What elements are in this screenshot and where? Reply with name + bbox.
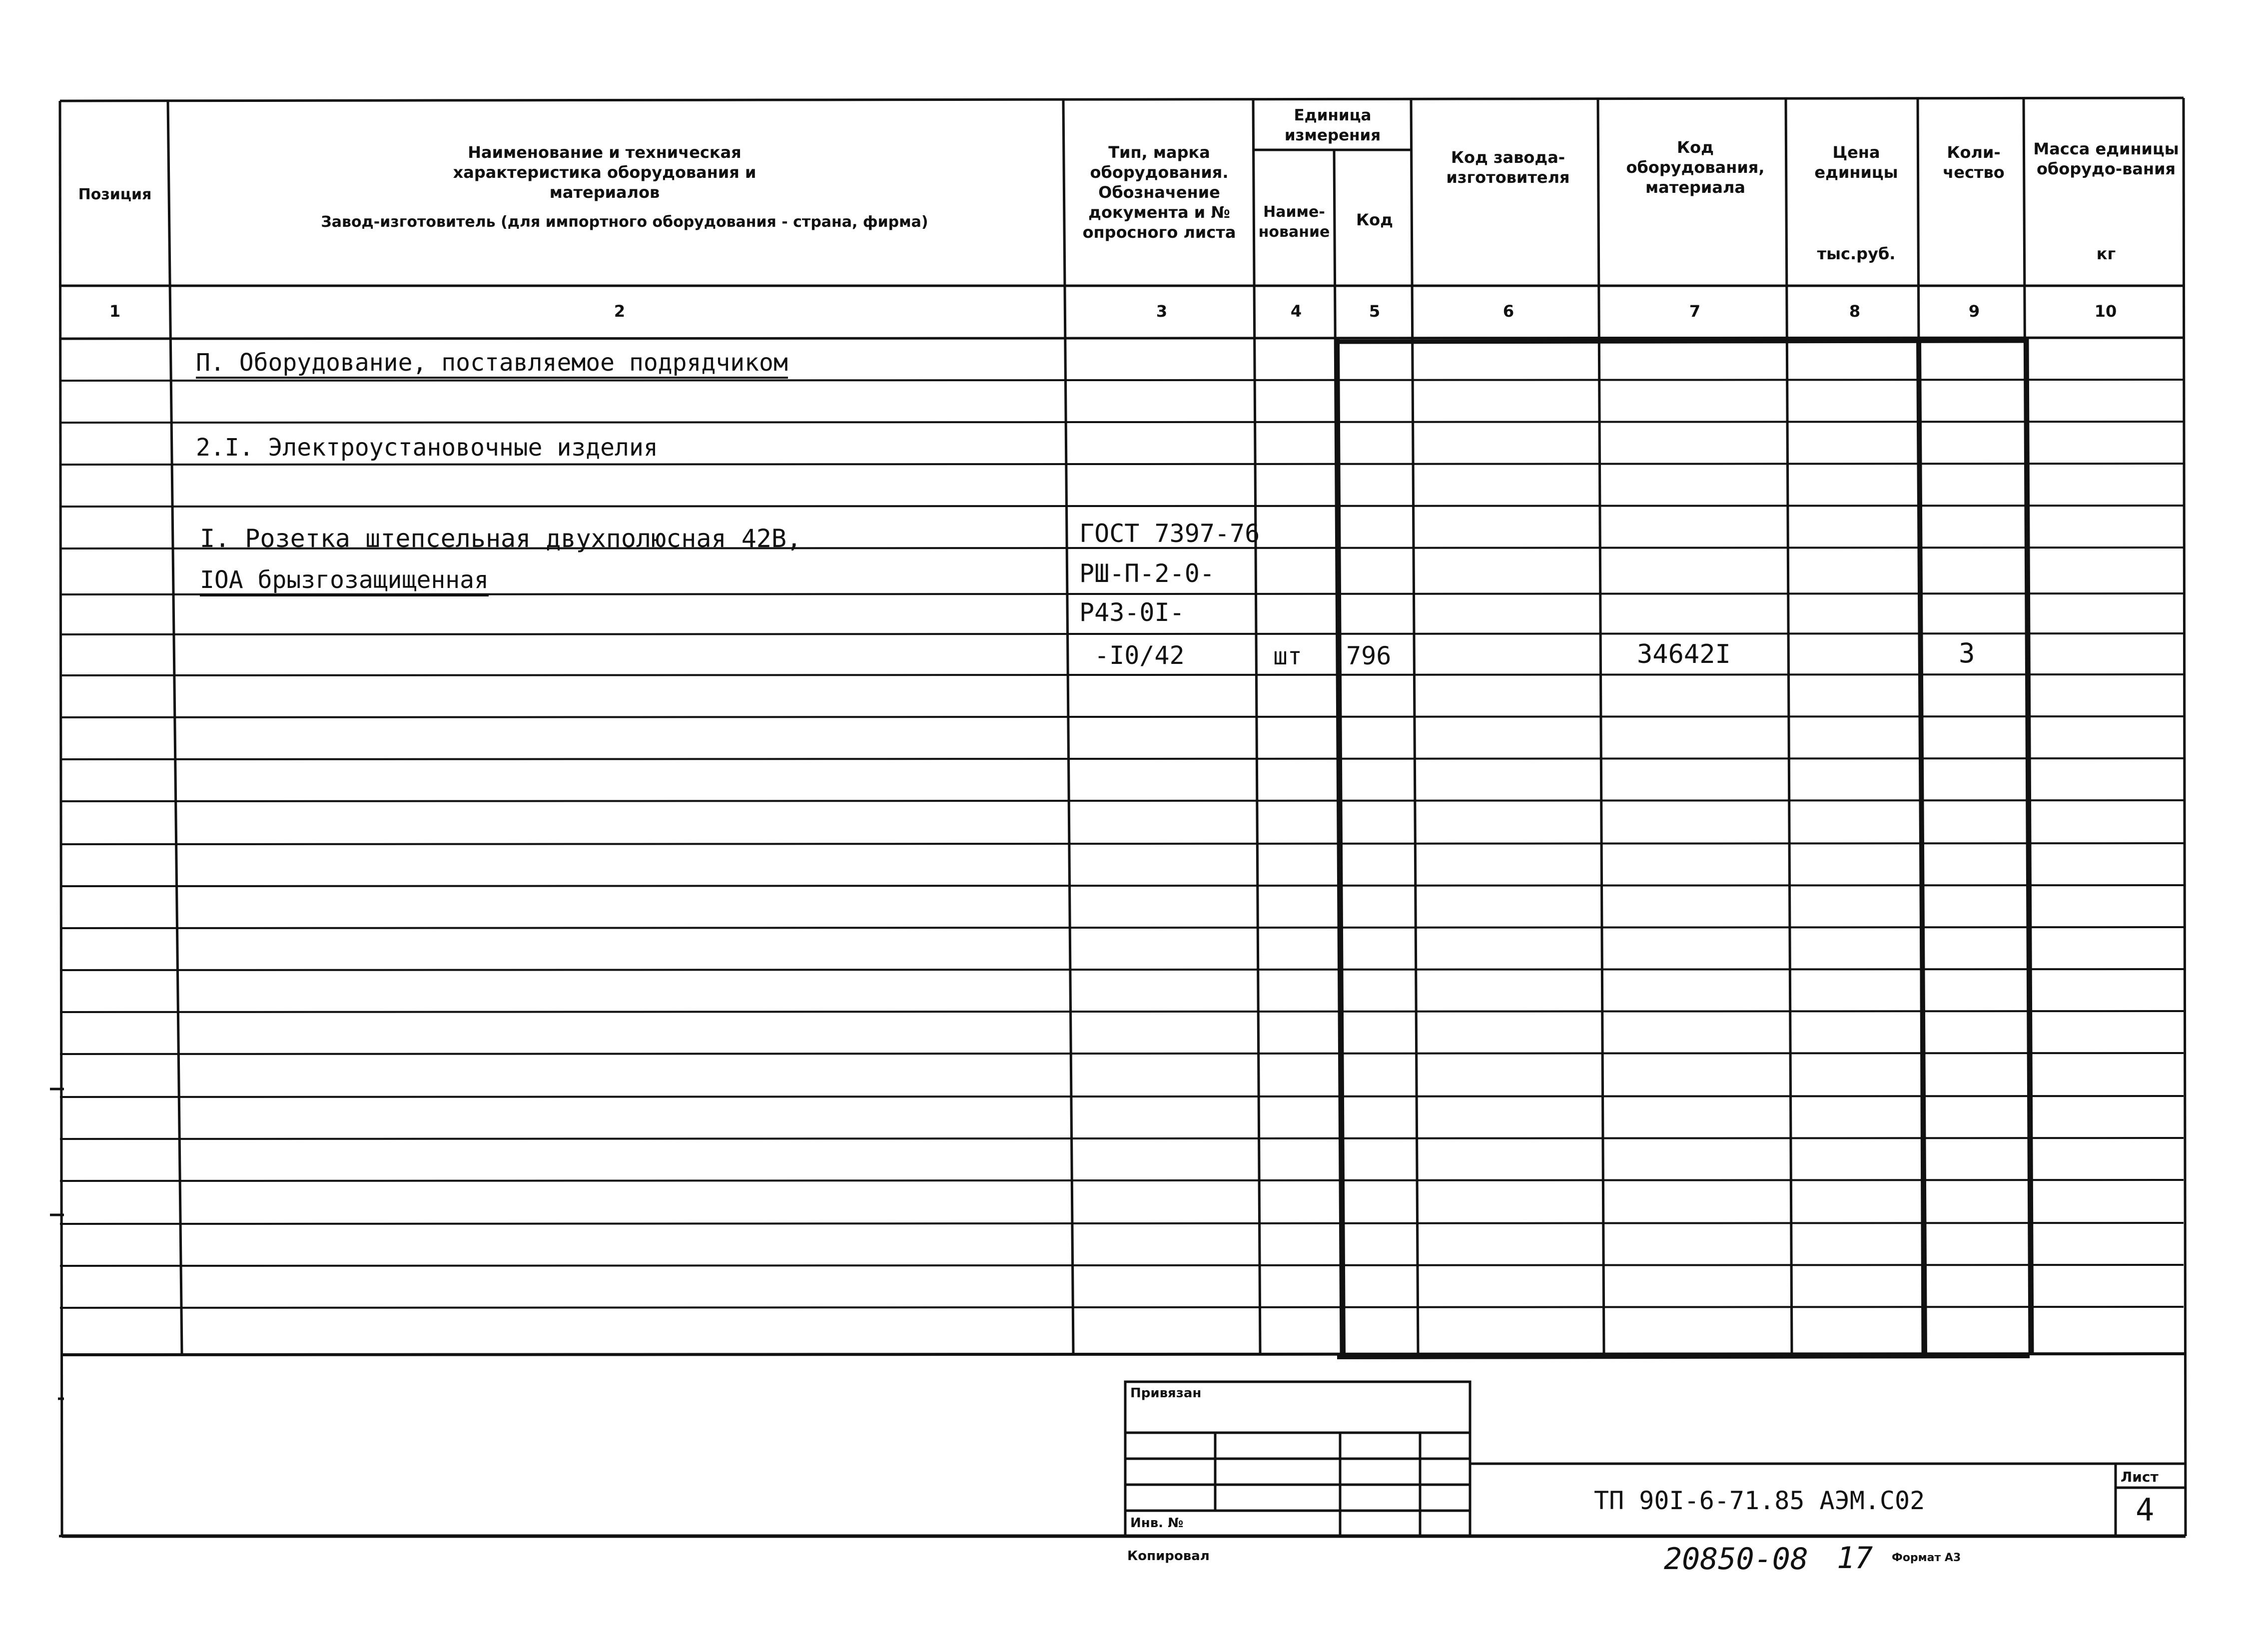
item-name-line2: IOA брызгозащищенная <box>200 565 489 596</box>
colnum-8: 8 <box>1849 302 1861 321</box>
format-label: Формат А3 <box>1892 1552 1961 1564</box>
item-name-line1: I. Розетка штепсельная двухполюсная 42В, <box>200 524 802 553</box>
header-type: Тип, марка оборудования. Обозначение документа и № опросного листа <box>1082 143 1236 242</box>
colnum-4: 4 <box>1290 302 1302 321</box>
header-quantity: Коли-чество <box>1943 143 2005 182</box>
header-name-title: Наименование и техническая характеристика оборудования и материалов <box>453 143 756 202</box>
header-unit-code: Код <box>1356 210 1393 229</box>
unit-name-cell: шт <box>1273 642 1302 670</box>
type-line-1: ГОСТ 7397-76 <box>1079 519 1260 548</box>
header-name-subtitle: Завод-изготовитель (для импортного оборудования - страна, фирма) <box>321 213 928 231</box>
document-code: ТП 90I-6-71.85 АЭМ.С02 <box>1594 1486 1925 1515</box>
subsection-heading: 2.I. Электроустановочные изделия <box>196 434 658 462</box>
colnum-9: 9 <box>1968 302 1980 321</box>
stamp-privyazan: Привязан <box>1130 1386 1202 1401</box>
archive-number: 20850-08 <box>1664 1542 1808 1577</box>
equipment-code-cell: 34642I <box>1637 639 1731 669</box>
header-mass: Масса единицы оборудо-вания <box>2033 139 2179 178</box>
header-position: Позиция <box>78 186 152 203</box>
stamp-kopiroval: Копировал <box>1127 1549 1210 1564</box>
header-price: Цена единицы <box>1814 143 1898 182</box>
header-equipment-code: Код оборудования, материала <box>1626 138 1765 197</box>
section-heading: П. Оборудование, поставляемое подрядчиком <box>196 349 788 379</box>
colnum-1: 1 <box>109 302 121 321</box>
header-unit-name: Наиме-нование <box>1258 203 1330 241</box>
type-line-4: -I0/42 <box>1094 641 1185 670</box>
colnum-2: 2 <box>614 302 626 321</box>
colnum-3: 3 <box>1156 302 1168 321</box>
header-mass-unit: кг <box>2096 244 2116 263</box>
type-line-2: РШ-П-2-0- <box>1079 559 1215 588</box>
colnum-6: 6 <box>1502 302 1514 321</box>
sheet-label: Лист <box>2121 1469 2159 1485</box>
archive-sub-number: 17 <box>1837 1541 1873 1576</box>
type-line-3: Р43-0I- <box>1079 598 1185 627</box>
header-unit-group: Единица измерения <box>1284 106 1381 144</box>
colnum-5: 5 <box>1369 302 1381 321</box>
header-factory-code: Код завода-изготовителя <box>1446 148 1570 187</box>
colnum-10: 10 <box>2094 302 2117 321</box>
unit-code-cell: 796 <box>1346 641 1392 670</box>
header-price-unit: тыс.руб. <box>1817 244 1896 263</box>
quantity-cell: 3 <box>1959 637 1975 669</box>
stamp-inv-number: Инв. № <box>1130 1516 1184 1531</box>
colnum-7: 7 <box>1689 302 1701 321</box>
sheet-number: 4 <box>2136 1492 2155 1528</box>
